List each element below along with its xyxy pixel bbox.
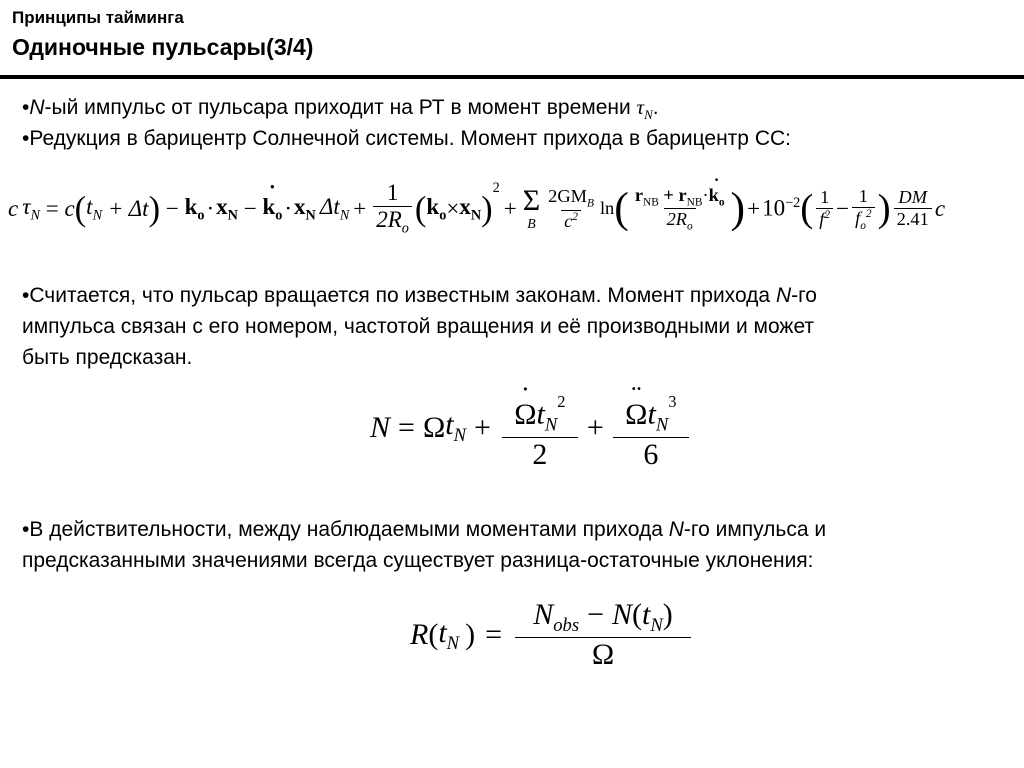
f1-plus-3: + — [747, 195, 761, 221]
f1-minus-2: − — [237, 195, 263, 221]
f1-tau: $\tau_N$ — [22, 193, 40, 224]
bullet-dot: • — [22, 127, 30, 150]
f1-dot: · — [206, 195, 215, 221]
bullet-3-line2: импульса связан с его номером, частотой вращения и её производными и может — [22, 315, 815, 338]
bullet-3 — [22, 280, 817, 373]
f2-plus-1: + — [473, 410, 491, 444]
slide-title: Одиночные пульсары(3/4) — [12, 34, 314, 60]
f2-N: N — [370, 410, 391, 444]
f1-dtN: $\Delta t_N$ — [319, 193, 350, 224]
f1-frac-r: $\frac{r_{NB} + r_{NB}\cdot˙ k_o}{2R_o}$ — [632, 185, 728, 233]
f2-tN: $t_N$ — [445, 408, 466, 447]
f1-lparen-2: ( — [414, 189, 427, 228]
f1-sq: 2 — [492, 180, 500, 196]
f3-R: R — [410, 618, 429, 651]
f1-ln: ln — [599, 198, 615, 219]
f1-ten: $10^{-2}$ — [762, 195, 801, 222]
f2-frac-2: ¨ $\frac{\Omega t_N^3}{6}$ — [613, 384, 689, 472]
f1-lparen-3: ( — [614, 183, 629, 232]
f1-frac-fo: $\frac{1}{f_o^2}$ — [852, 186, 875, 232]
f1-minus-3: − — [836, 195, 850, 221]
f1-plus-2: + — [503, 195, 517, 221]
bullet-4-line2: предсказанными значениями всегда существует разница-остаточные уклонения: — [22, 549, 814, 572]
f1-dot2: · — [284, 195, 293, 221]
formula-pulse-number — [370, 384, 692, 472]
f1-minus-1: − — [160, 195, 185, 221]
formula-barycentric-reduction — [8, 180, 945, 238]
f1-c2: c — [64, 195, 75, 221]
f1-rparen-3: ) — [730, 183, 746, 232]
f3-rp: ) — [465, 618, 476, 651]
header-divider — [0, 75, 1024, 79]
f1-eq: = — [39, 195, 65, 221]
bullet-dot: • — [22, 96, 30, 119]
f1-lparen: ( — [74, 189, 87, 228]
section-subtitle: Принципы тайминга — [12, 8, 184, 27]
f1-lparen-4: ( — [800, 187, 814, 231]
f1-plus-1: + — [353, 195, 367, 221]
f3-lp: ( — [428, 618, 439, 651]
bullet-1-tau: $\tau_N$ — [636, 95, 653, 123]
f1-frac-gm: $\frac{2GM_B}{c^2}$ — [548, 185, 594, 231]
f2-omega: Ω — [422, 410, 446, 444]
f2-plus-2: + — [586, 410, 604, 444]
bullet-3-line1: Считается, что пульсар вращается по известным законам. Момент прихода — [29, 284, 776, 307]
bullet-1-text: -ый импульс от пульсара приходит на РТ в момент времени — [44, 96, 637, 119]
f1-frac-f: $\frac{1}{f^2}$ — [816, 187, 833, 230]
bullet-1-var: N — [29, 96, 45, 119]
bullet-2-text: Редукция в барицентр Солнечной системы. Момент прихода в барицентр СС: — [29, 127, 791, 150]
f1-k: $k_o$ — [184, 193, 205, 224]
bullet-3-line3: быть предсказан. — [22, 346, 193, 369]
f1-rparen-2: ) — [481, 189, 493, 228]
bullet-dot: • — [22, 284, 30, 307]
f3-frac: $\frac{N_{obs} - N(t_N)}{\Omega}$ — [515, 598, 691, 672]
f1-frac-1: $\frac{1}{2R_o}$ — [373, 180, 412, 238]
f1-frac-dm: $\frac{DM}{2.41}$ — [894, 187, 932, 230]
f1-k2: $k_o$ — [426, 193, 447, 224]
f1-xN2: $x_N$ — [294, 193, 316, 224]
bullet-2 — [22, 123, 791, 154]
bullet-4-line1: В действительности, между наблюдаемыми моментами прихода — [29, 518, 669, 541]
bullet-3-line1-end: -го — [791, 284, 817, 307]
bullet-3-var: N — [775, 284, 792, 307]
f1-c: c — [8, 195, 19, 221]
f1-c-end: c — [934, 195, 946, 221]
bullet-1-end: . — [652, 96, 659, 119]
f1-rparen-4: ) — [877, 187, 891, 231]
f3-tN: $t_N$ — [438, 615, 460, 654]
bullet-4 — [22, 514, 826, 576]
f1-kdot: ˙ $k_o$ — [262, 194, 282, 225]
f1-plus-dt: + Δt — [102, 195, 149, 221]
bullet-dot: • — [22, 518, 30, 541]
f2-eq: = — [398, 410, 415, 444]
f1-xN3: $x_N$ — [459, 193, 482, 224]
f1-sum: Σ B — [522, 183, 541, 231]
f1-cross: × — [446, 195, 460, 221]
f1-rparen: ) — [148, 189, 161, 228]
f2-frac-1: ˙ $\frac{\Omega t_N^2}{2}$ — [502, 384, 578, 472]
f3-eq: = — [485, 618, 502, 651]
f1-xN: $x_N$ — [216, 193, 238, 224]
formula-residuals — [410, 598, 694, 672]
bullet-4-var: N — [668, 518, 684, 541]
bullet-4-line1-end: -го импульса и — [683, 518, 827, 541]
f1-tN: $t_N$ — [86, 193, 103, 224]
